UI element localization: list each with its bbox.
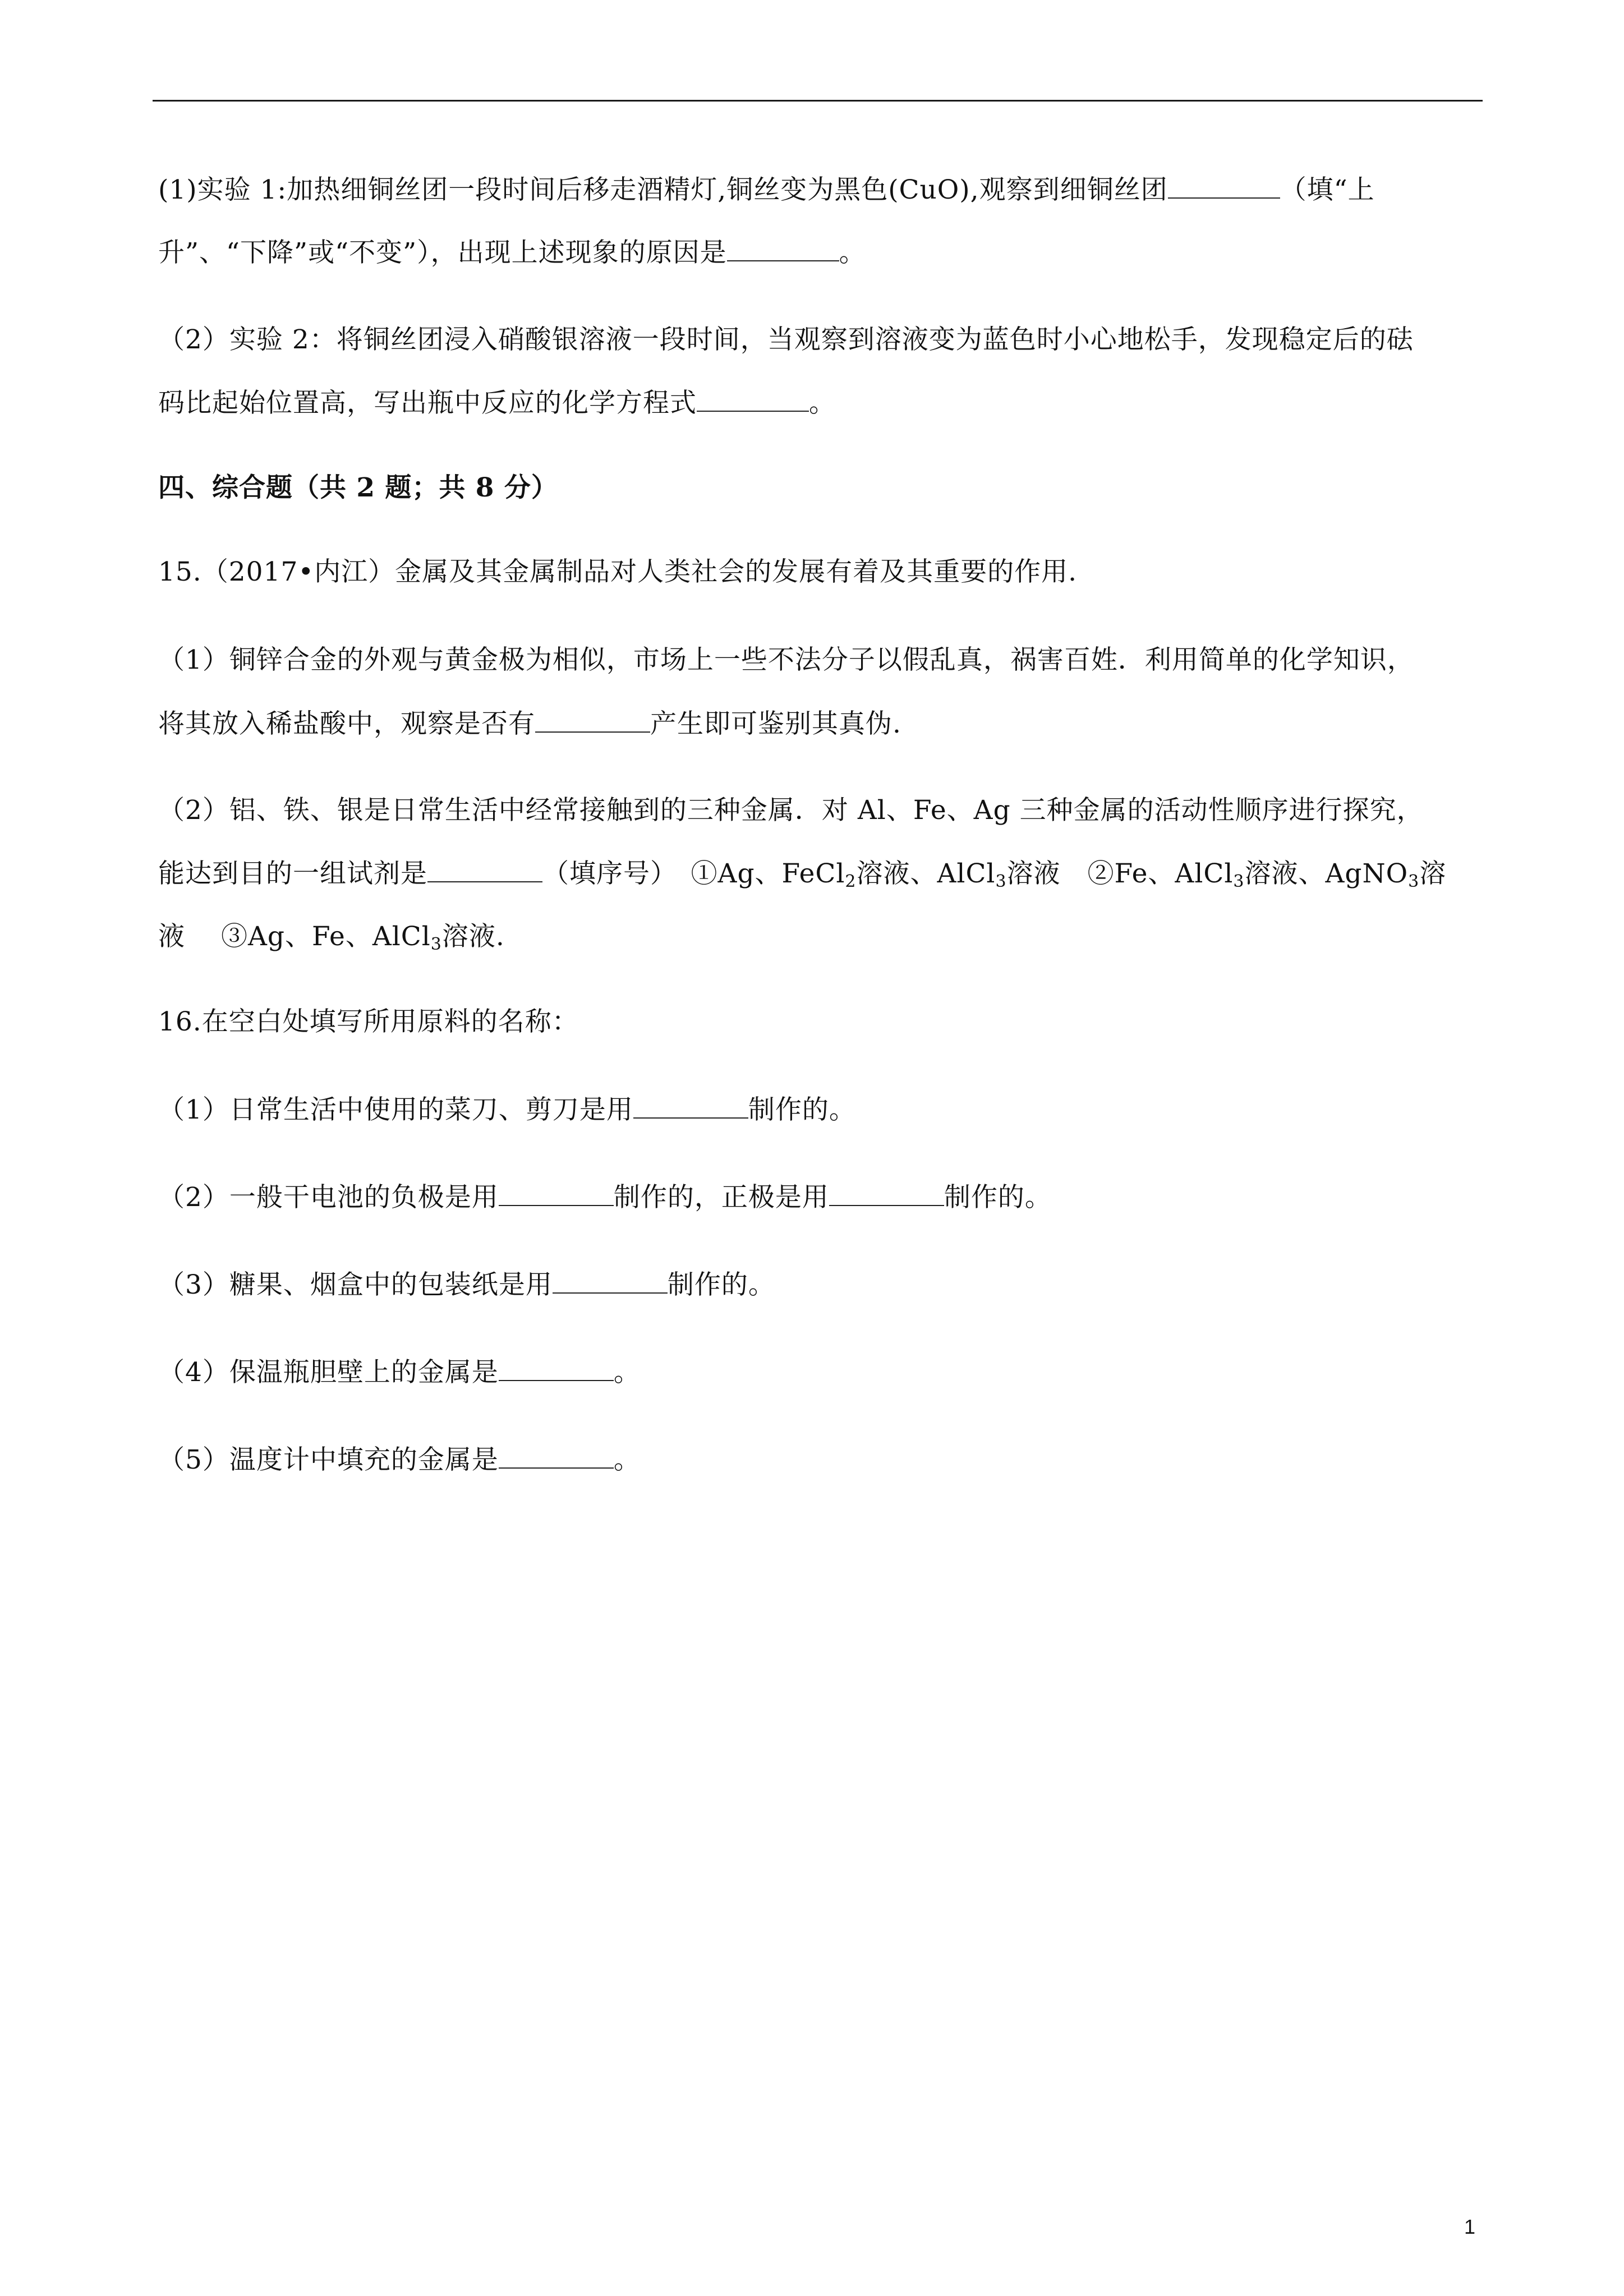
q16-item4-text: （4）保温瓶胆壁上的金属是 bbox=[158, 1357, 499, 1388]
q16-stem: 16.在空白处填写所用原料的名称： bbox=[158, 1006, 579, 1037]
subscript: 3 bbox=[1408, 872, 1420, 891]
q16-item5-text: （5）温度计中填充的金属是 bbox=[158, 1444, 499, 1475]
subscript: 2 bbox=[845, 872, 857, 891]
answer-blank[interactable] bbox=[829, 1180, 944, 1206]
section-heading: 四、综合题（共 2 题；共 8 分） bbox=[158, 472, 558, 503]
option-text: （填序号） ①Ag、FeCl bbox=[542, 858, 845, 889]
answer-blank[interactable] bbox=[553, 1268, 668, 1294]
q15-part2-line3 bbox=[158, 920, 505, 954]
answer-blank[interactable] bbox=[427, 857, 542, 882]
header-rule bbox=[153, 100, 1483, 102]
answer-blank[interactable] bbox=[1168, 173, 1280, 199]
option-text: 溶液、AlCl bbox=[856, 858, 996, 889]
q16-item2-mid: 制作的，正极是用 bbox=[613, 1182, 829, 1213]
q15-part2-line1 bbox=[158, 794, 1424, 827]
punctuation: 。 bbox=[839, 237, 866, 268]
page-number: 1 bbox=[1464, 2215, 1476, 2238]
option-text: 液 ③Ag、Fe、AlCl bbox=[158, 921, 431, 952]
q16-item5 bbox=[158, 1443, 641, 1477]
option-text: 溶液 ②Fe、AlCl bbox=[1006, 858, 1234, 889]
q15-stem: 15.（2017•内江）金属及其金属制品对人类社会的发展有着及其重要的作用. bbox=[158, 556, 1078, 587]
q16-item3-text: （3）糖果、烟盒中的包装纸是用 bbox=[158, 1269, 553, 1300]
subscript: 3 bbox=[430, 935, 442, 954]
answer-blank[interactable] bbox=[727, 236, 839, 261]
answer-blank[interactable] bbox=[535, 707, 650, 733]
punctuation: 。 bbox=[613, 1444, 641, 1475]
answer-blank[interactable] bbox=[499, 1443, 614, 1469]
q15-part1-text-cont: 将其放入稀盐酸中，观察是否有 bbox=[158, 708, 535, 739]
punctuation: 。 bbox=[809, 388, 836, 418]
q14-part1-text-cont: 升”、“下降”或“不变”），出现上述现象的原因是 bbox=[158, 237, 727, 268]
q14-part2-line2 bbox=[158, 386, 836, 420]
q14-part1-line1 bbox=[158, 173, 1375, 207]
q14-part1-line2 bbox=[158, 236, 866, 270]
subscript: 3 bbox=[995, 872, 1007, 891]
answer-blank[interactable] bbox=[633, 1093, 748, 1119]
q15-part2-text-cont: 能达到目的一组试剂是 bbox=[158, 858, 427, 889]
q14-part1-hint: （填“上 bbox=[1280, 174, 1375, 205]
q14-part1-text: (1)实验 1:加热细铜丝团一段时间后移走酒精灯,铜丝变为黑色(CuO),观察到细铜丝团 bbox=[158, 174, 1168, 205]
option-text: 溶液. bbox=[441, 921, 505, 952]
q15-part1-line1 bbox=[158, 643, 1414, 677]
option-text: 溶 bbox=[1419, 858, 1447, 889]
q16-item3 bbox=[158, 1268, 775, 1302]
answer-blank[interactable] bbox=[499, 1355, 614, 1381]
q16-item3-end: 制作的。 bbox=[667, 1269, 775, 1300]
answer-blank[interactable] bbox=[499, 1180, 614, 1206]
q16-item4 bbox=[158, 1355, 641, 1389]
q15-part1-line2 bbox=[158, 707, 901, 741]
q15-part1-text-end: 产生即可鉴别其真伪. bbox=[650, 708, 901, 739]
q16-item1-text: （1）日常生活中使用的菜刀、剪刀是用 bbox=[158, 1094, 633, 1125]
q14-part2-text: （2）实验 2：将铜丝团浸入硝酸银溶液一段时间，当观察到溶液变为蓝色时小心地松手，发现稳定后的砝 bbox=[158, 324, 1414, 355]
q16-item1 bbox=[158, 1093, 856, 1127]
q16-item2 bbox=[158, 1180, 1052, 1214]
q16-item2-text: （2）一般干电池的负极是用 bbox=[158, 1182, 499, 1213]
q15-part2-line2 bbox=[158, 857, 1446, 891]
subscript: 3 bbox=[1233, 872, 1245, 891]
option-text: 溶液、AgNO bbox=[1244, 858, 1409, 889]
q16-item2-end: 制作的。 bbox=[944, 1182, 1052, 1213]
q16-item1-end: 制作的。 bbox=[748, 1094, 856, 1125]
q14-part2-text-cont: 码比起始位置高，写出瓶中反应的化学方程式 bbox=[158, 388, 697, 418]
q14-part2-line1 bbox=[158, 323, 1414, 357]
punctuation: 。 bbox=[613, 1357, 641, 1388]
q15-part1-text: （1）铜锌合金的外观与黄金极为相似，市场上一些不法分子以假乱真，祸害百姓．利用简单的化学知识， bbox=[158, 645, 1414, 675]
answer-blank[interactable] bbox=[697, 386, 809, 412]
q15-part2-text: （2）铝、铁、银是日常生活中经常接触到的三种金属．对 Al、Fe、Ag 三种金属的活动性顺序进行探究， bbox=[158, 795, 1424, 826]
